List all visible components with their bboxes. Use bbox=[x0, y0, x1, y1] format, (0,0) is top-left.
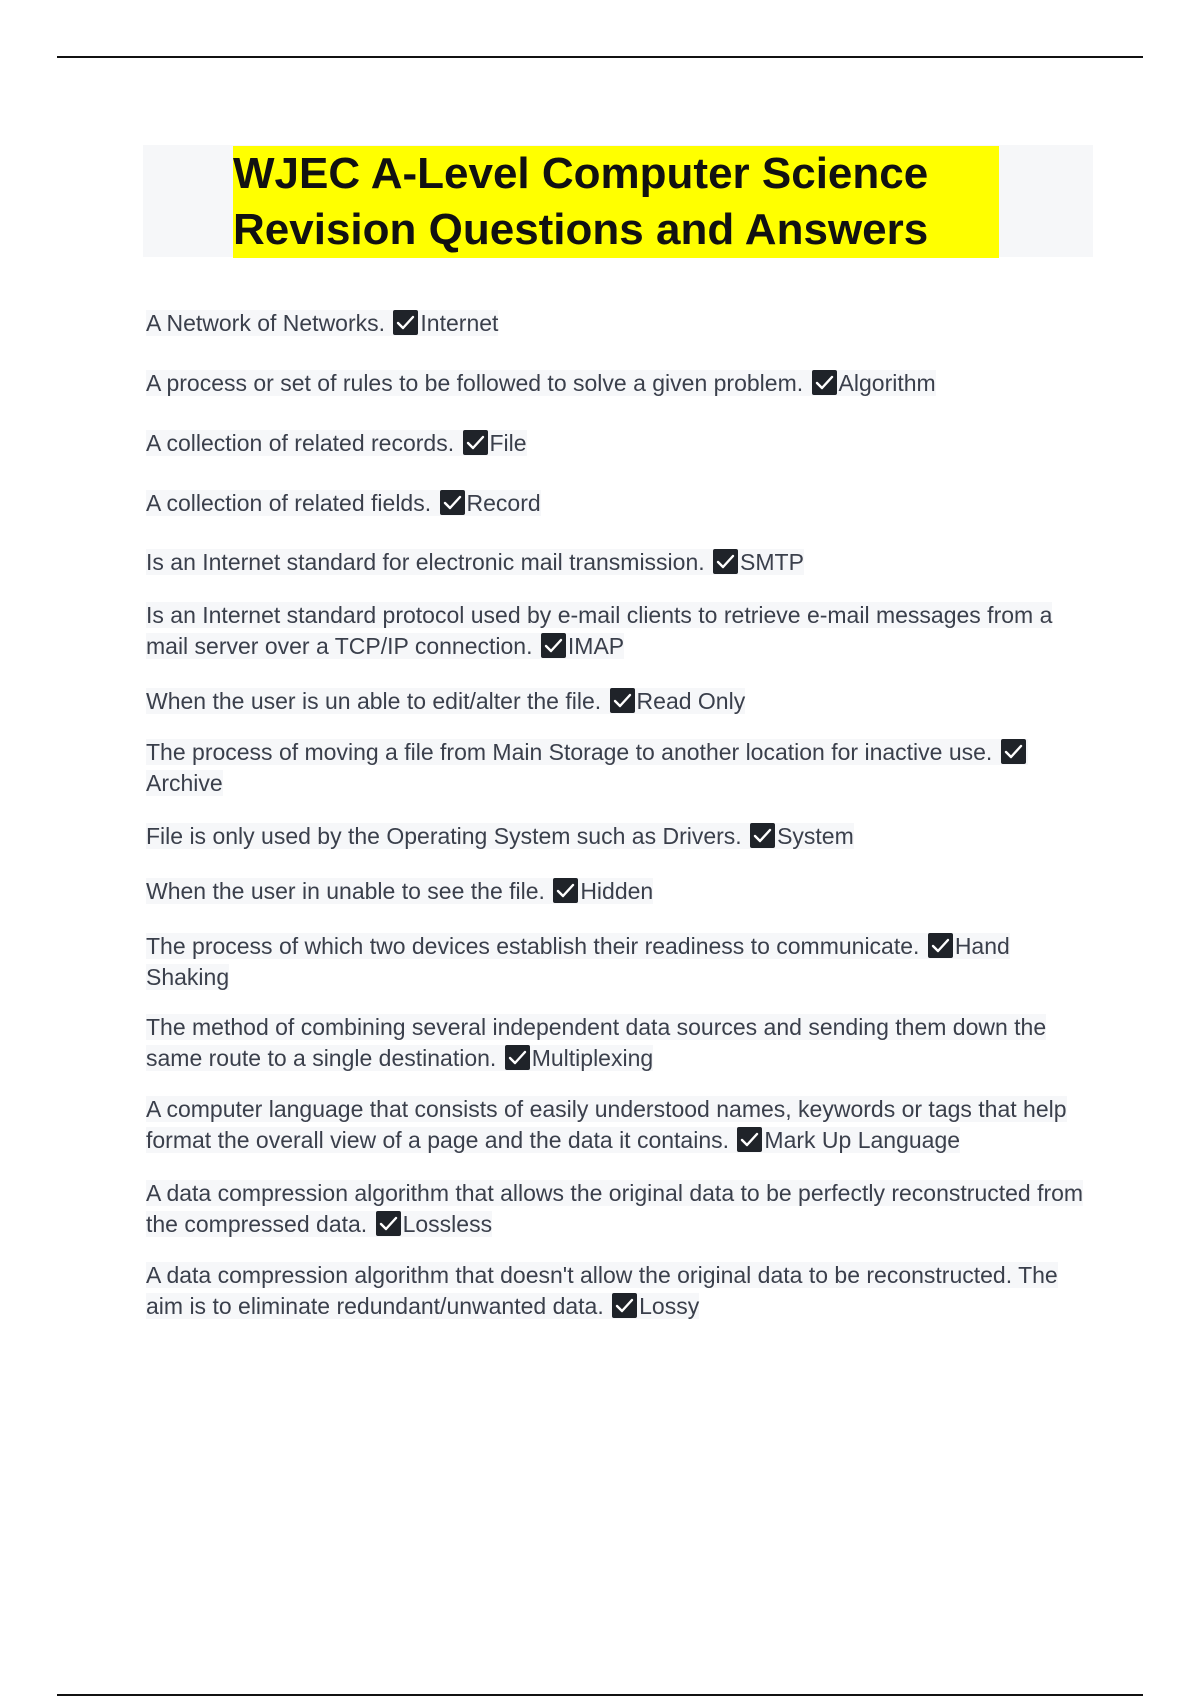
qa-item bbox=[146, 1012, 1091, 1074]
qa-item-text bbox=[146, 1014, 1046, 1071]
qa-item-text bbox=[146, 739, 1028, 796]
answer-text: Mark Up Language bbox=[764, 1127, 961, 1153]
bottom-rule bbox=[57, 1694, 1143, 1696]
qa-item bbox=[146, 600, 1091, 662]
check-icon bbox=[610, 688, 635, 713]
qa-item-text bbox=[146, 878, 653, 904]
qa-item-text bbox=[146, 430, 527, 456]
question-text: A computer language that consists of easily understood names, keywords or tags that help format the overall view of a page and the data it contains. bbox=[146, 1096, 1067, 1153]
qa-item bbox=[146, 488, 1091, 519]
answer-text: Record bbox=[466, 490, 541, 516]
question-text: The process of which two devices establish their readiness to communicate. bbox=[146, 933, 920, 959]
check-icon bbox=[463, 430, 488, 455]
qa-item-text bbox=[146, 370, 936, 396]
qa-item bbox=[146, 876, 1091, 907]
qa-item bbox=[146, 428, 1091, 459]
answer-text: Algorithm bbox=[838, 370, 936, 396]
question-text: The method of combining several independent data sources and sending them down the same route to a single destination. bbox=[146, 1014, 1047, 1071]
qa-item-text bbox=[146, 1262, 1058, 1319]
qa-item bbox=[146, 1260, 1091, 1322]
check-icon bbox=[393, 310, 418, 335]
answer-text: Hidden bbox=[580, 878, 654, 904]
answer-text: Lossy bbox=[639, 1293, 700, 1319]
qa-item bbox=[146, 308, 1091, 339]
check-icon bbox=[376, 1211, 401, 1236]
qa-item bbox=[146, 368, 1091, 399]
qa-item-text bbox=[146, 688, 745, 714]
check-icon bbox=[812, 370, 837, 395]
question-text: A Network of Networks. bbox=[146, 310, 386, 336]
answer-text: Hand Shaking bbox=[146, 933, 1010, 990]
check-icon bbox=[713, 549, 738, 574]
qa-item-text bbox=[146, 1180, 1083, 1237]
answer-text: File bbox=[489, 430, 527, 456]
answer-text: Lossless bbox=[402, 1211, 493, 1237]
qa-item-text bbox=[146, 310, 498, 336]
answer-text: Multiplexing bbox=[531, 1045, 654, 1071]
qa-item-text bbox=[146, 823, 854, 849]
check-icon bbox=[737, 1127, 762, 1152]
answer-text: Internet bbox=[420, 310, 499, 336]
qa-item bbox=[146, 1178, 1091, 1240]
question-text: A collection of related fields. bbox=[146, 490, 432, 516]
question-text: Is an Internet standard for electronic mail transmission. bbox=[146, 549, 705, 575]
question-text: File is only used by the Operating System such as Drivers. bbox=[146, 823, 742, 849]
question-text: A data compression algorithm that allows the original data to be perfectly reconstructed from the compressed data. bbox=[146, 1180, 1084, 1237]
question-text: The process of moving a file from Main Storage to another location for inactive use. bbox=[146, 739, 993, 765]
check-icon bbox=[541, 633, 566, 658]
question-text: When the user is un able to edit/alter the file. bbox=[146, 688, 602, 714]
top-rule bbox=[57, 56, 1143, 58]
qa-item bbox=[146, 821, 1091, 852]
qa-list bbox=[146, 308, 1091, 1322]
check-icon bbox=[553, 878, 578, 903]
question-text: A data compression algorithm that doesn't allow the original data to be reconstructed. The aim is to eliminate redundant/unwanted data. bbox=[146, 1262, 1058, 1319]
check-icon bbox=[440, 490, 465, 515]
answer-text: IMAP bbox=[567, 633, 625, 659]
check-icon bbox=[928, 933, 953, 958]
qa-item bbox=[146, 686, 1091, 717]
question-text: Is an Internet standard protocol used by e-mail clients to retrieve e-mail messages from a mail server over a TCP/IP connection. bbox=[146, 602, 1053, 659]
check-icon bbox=[505, 1045, 530, 1070]
qa-item bbox=[146, 737, 1091, 799]
qa-item bbox=[146, 547, 1091, 578]
answer-text: SMTP bbox=[740, 549, 804, 575]
qa-item-text bbox=[146, 602, 1052, 659]
answer-text: Archive bbox=[146, 770, 223, 796]
qa-item-text bbox=[146, 549, 804, 575]
question-text: A collection of related records. bbox=[146, 430, 455, 456]
qa-item bbox=[146, 931, 1091, 993]
qa-item bbox=[146, 1094, 1091, 1156]
answer-text: Read Only bbox=[636, 688, 746, 714]
question-text: A process or set of rules to be followed to solve a given problem. bbox=[146, 370, 804, 396]
check-icon bbox=[750, 823, 775, 848]
check-icon bbox=[1001, 739, 1026, 764]
page-title: WJEC A-Level Computer Science Revision Questions and Answers bbox=[233, 146, 999, 258]
answer-text: System bbox=[777, 823, 854, 849]
check-icon bbox=[612, 1293, 637, 1318]
qa-item-text bbox=[146, 490, 541, 516]
question-text: When the user in unable to see the file. bbox=[146, 878, 545, 904]
qa-item-text bbox=[146, 1096, 1067, 1153]
qa-item-text bbox=[146, 933, 1010, 990]
